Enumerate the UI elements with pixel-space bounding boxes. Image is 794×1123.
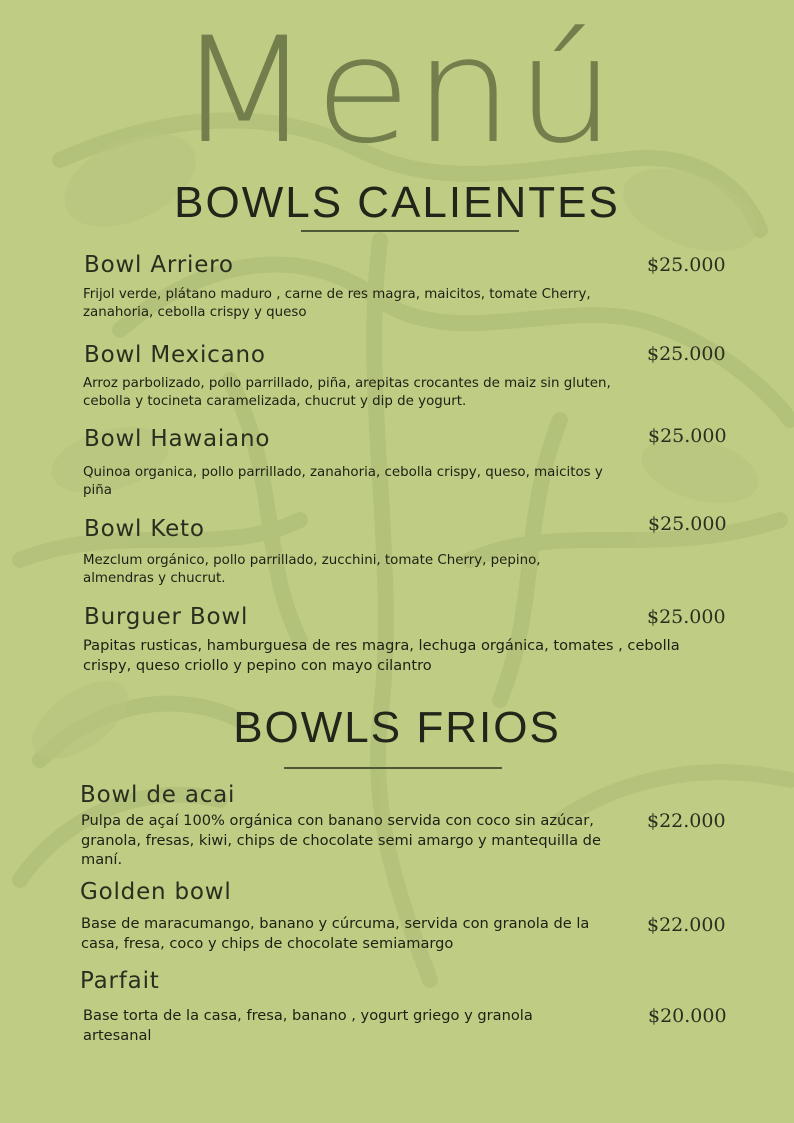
- menu-item-name: Bowl de acai: [80, 782, 236, 808]
- section-title-cold-bowls: BOWLS FRIOS: [233, 703, 561, 752]
- menu-item-price: $25.000: [648, 513, 727, 535]
- menu-item-name: Bowl Hawaiano: [84, 426, 271, 452]
- menu-item-name: Bowl Mexicano: [84, 342, 266, 368]
- menu-item-price: $25.000: [647, 606, 726, 628]
- menu-item-description: Quinoa organica, pollo parrillado, zanahoria, cebolla crispy, queso, maicitos y piña: [83, 465, 603, 498]
- menu-item-price: $25.000: [647, 254, 726, 276]
- menu-item-description: Arroz parbolizado, pollo parrillado, piña, arepitas crocantes de maiz sin gluten, cebolla y tocineta caramelizada, chucrut y dip de yogurt.: [83, 376, 611, 409]
- menu-item-name: Burguer Bowl: [84, 604, 249, 630]
- menu-item-name: Golden bowl: [80, 879, 232, 905]
- menu-item-name: Bowl Keto: [84, 516, 205, 542]
- menu-title: Menú: [176, 6, 618, 176]
- menu-item-description: Mezclum orgánico, pollo parrillado, zucchini, tomate Cherry, pepino, almendras y chucrut.: [83, 553, 541, 586]
- section-title-hot-bowls: BOWLS CALIENTES: [174, 178, 620, 227]
- menu-item-price: $25.000: [647, 343, 726, 365]
- menu-item-name: Bowl Arriero: [84, 252, 234, 278]
- menu-item-description: Papitas rusticas, hamburguesa de res magra, lechuga orgánica, tomates , cebolla crispy, queso criollo y pepino con mayo cilantro: [83, 637, 680, 674]
- menu-item-price: $22.000: [647, 914, 726, 936]
- section-divider: [284, 767, 502, 769]
- section-divider: [301, 230, 519, 232]
- menu-item-description: Base torta de la casa, fresa, banano , yogurt griego y granola artesanal: [83, 1007, 533, 1044]
- menu-item-description: Frijol verde, plátano maduro , carne de res magra, maicitos, tomate Cherry, zanahoria, cebolla crispy y queso: [83, 287, 591, 320]
- menu-item-price: $20.000: [648, 1005, 727, 1027]
- menu-item-name: Parfait: [80, 968, 160, 994]
- menu-item-price: $22.000: [647, 810, 726, 832]
- menu-item-price: $25.000: [648, 425, 727, 447]
- menu-item-description: Base de maracumango, banano y cúrcuma, servida con granola de la casa, fresa, coco y chips de chocolate semiamargo: [81, 915, 590, 952]
- menu-item-description: Pulpa de açaí 100% orgánica con banano servida con coco sin azúcar, granola, fresas, kiwi, chips de chocolate semi amargo y mantequilla de maní.: [81, 812, 601, 868]
